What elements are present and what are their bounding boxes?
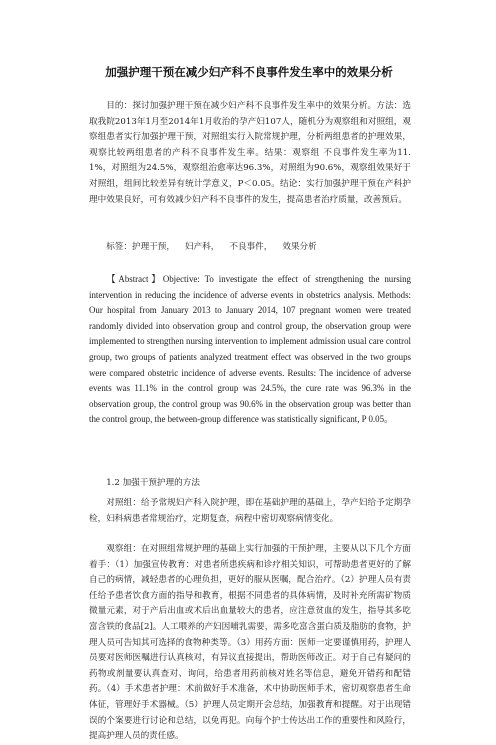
keyword-item: 不良事件， xyxy=(229,242,273,252)
observation-group-paragraph: 观察组：在对照组常规护理的基础上实行加强的干预护理，主要从以下几个方面着手：（1）加强宣传教育：对患者所患疾病和诊疗相关知识，可帮助患者更好的了解自己的病情，减轻患者的心理负担，更好的服从医嘱，配合治疗。（2）护理人员有责任给予患者饮食方面的指导和教育，根据不同患者的具体病情，及时补充所需矿物质微量元素，对于产后出血或术后出血量较大的患者，应注意贫血的发生，指导其多吃富含铁的食品[2]。人工喂养的产妇因哺乳需要，需多吃富含蛋白质及脂肪的食物，护理人员可告知其可选择的食物种类等。（3）用药方面：医师一定要谨慎用药，护理人员要对医师医嘱进行认真核对，有异议直接提出，帮助医师改正。对于自己有疑问的药物或剂量要认真查对、询问，给患者用药前核对姓名等信息，避免开错药和配错药。（4）手术患者护理：术前做好手术准备，术中协助医师手术，密切观察患者生命体征，管理好手术器械。（5）护理人员定期开会总结，加强教育和提醒。对于出现错误的个案要进行讨论和总结，以免再犯。向每个护士传达出工作的重要性和风险行，提高护理人员的责任感。 xyxy=(89,544,411,742)
paper-title: 加强护理干预在减少妇产科不良事件发生率中的效果分析 xyxy=(105,65,393,79)
chinese-abstract: 目的：探讨加强护理干预在减少妇产科不良事件发生率中的效果分析。方法：选取我院2013年1月至2014年1月收治的孕产妇107人，随机分为观察组和对照组，观察组患者实行加强护理干预，对照组实行入院常规护理，分析两组患者的护理效果，观察比较两组患者的产科不良事件发生率。结果：观察组 不良事件发生率为11.1%，对照组为24.5%，观察组治愈率达96.3%，对照组为90.6%，观察组效果好于对照组，组间比较差异有统计学意义，P＜0.05。结论：实行加强护理干预在产科护理中效果良好，可有效减少妇产科不良事件的发生，提高患者治疗质量，改善预后。 xyxy=(89,101,411,205)
control-group-paragraph: 对照组：给予常规妇产科入院护理，即在基础护理的基础上，孕产妇给予定期孕检，妇科病患者常规治疗，定期复查，病程中密切观察病情变化。 xyxy=(89,498,411,524)
keyword-item: 效果分析 xyxy=(282,242,317,252)
english-abstract: 【Abstract】Objective: To investigate the effect of strengthening the nursing intervention in reducing the incidence of adverse events in obstetrics analysis. Methods: Our hospital from January 2013 to January 2014, 107 pregnant women were treated randomly divided into observation group and control group, the observation group were implemented to strengthen nursing intervention to implement admission usual care control group, two groups of patients analyzed treatment effect was observed in the two groups were compared obstetric incidence of adverse events. Results: The incidence of adverse events was 11.1% in the control group was 24.5%, the cure rate was 96.3% in the observation group, the control group was 90.6% in the observation group was better than the control group, the between-group difference was statistically significant, P 0.05。 xyxy=(89,274,411,425)
keywords-line xyxy=(89,240,411,256)
keywords-label: 标签： xyxy=(106,242,132,252)
section-heading: 1.2 加强干预护理的方法 xyxy=(106,478,200,488)
keyword-item: 妇产科， xyxy=(184,242,220,252)
keyword-item: 护理干预， xyxy=(131,242,175,252)
